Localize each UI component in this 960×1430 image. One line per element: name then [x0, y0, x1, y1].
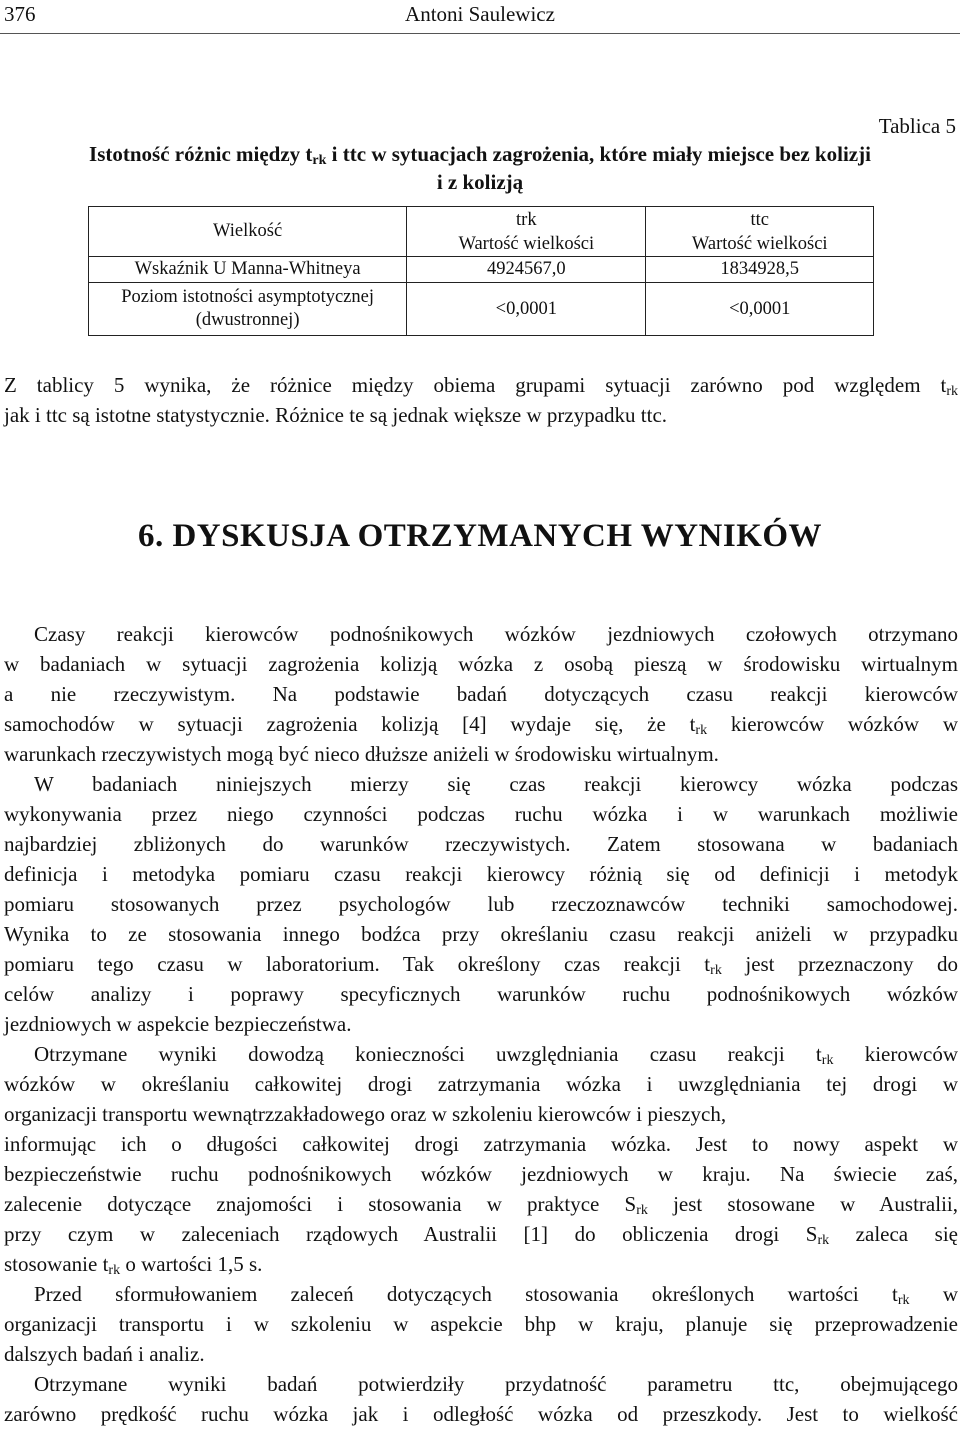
text-line: dalszych badań i analiz.: [4, 1342, 205, 1366]
text-line: najbardziej zbliżonych do warunków rzeczywistych. Zatem stosowana w badaniach: [4, 832, 958, 856]
header-ttc: ttc: [646, 207, 874, 234]
text-fragment: zalecenie dotyczące znajomości i stosowania w praktyce S: [4, 1192, 637, 1216]
text-fragment: jest stosowane w Australii,: [647, 1192, 958, 1216]
subscript-rk: rk: [946, 384, 958, 399]
table-caption-part-c: i z kolizją: [436, 170, 524, 194]
text-fragment: stosowanie t: [4, 1252, 109, 1276]
text-fragment: kierowców: [833, 1042, 958, 1066]
text-fragment: Otrzymane wyniki dowodzą konieczności uwzględniania czasu reakcji t: [34, 1042, 822, 1066]
subscript-rk: rk: [821, 1053, 834, 1068]
text-line: celów analizy i poprawy specyficznych warunków ruchu podnośnikowych wózków: [4, 982, 958, 1006]
text-fragment: przy czym w zaleceniach rządowych Australii [1] do obliczenia drogi S: [4, 1222, 818, 1246]
text-fragment: Przed sformułowaniem zaleceń dotyczących stosowania określonych wartości t: [34, 1282, 898, 1306]
text-line: [4, 1219, 958, 1249]
text-line: [4, 1039, 958, 1069]
row-label: [89, 283, 407, 336]
text-line: [4, 1279, 958, 1309]
page-number: 376: [4, 2, 36, 26]
header-rule: [0, 33, 960, 34]
subheader-trk: Wartość wielkości: [407, 233, 646, 257]
text-line: [4, 1189, 958, 1219]
subscript-rk: rk: [817, 1233, 830, 1248]
results-table: [88, 206, 874, 336]
header-trk: trk: [407, 207, 646, 234]
table-caption-part-a: Istotność różnic między t: [89, 142, 313, 166]
text-line: organizacji transportu i w szkoleniu w aspekcie bhp w kraju, planuje się przeprowadzenie: [4, 1312, 958, 1336]
text-line: warunkach rzeczywistych mogą być nieco dłuższe aniżeli w środowisku wirtualnym.: [4, 742, 719, 766]
section-heading: 6. DYSKUSJA OTRZYMANYCH WYNIKÓW: [137, 518, 823, 554]
subscript-rk: rk: [897, 1293, 910, 1308]
text-fragment: zaleca się: [829, 1222, 958, 1246]
text-fragment: kierowców wózków w: [707, 712, 958, 736]
body-text: [4, 619, 958, 1429]
running-head-author: Antoni Saulewicz: [405, 2, 555, 26]
text-line: definicja i metodyka pomiaru czasu reakcji kierowcy różnią się od definicji i metodyk: [4, 862, 958, 886]
text-fragment: w: [909, 1282, 958, 1306]
table-label: Tablica 5: [878, 114, 956, 138]
table-caption: [30, 140, 930, 196]
running-header: [4, 2, 956, 28]
subscript-rk: rk: [695, 723, 708, 738]
text-fragment: Z tablicy 5 wynika, że różnice między obiema grupami sytuacji zarówno pod względem t: [4, 373, 947, 397]
text-fragment: samochodów w sytuacji zagrożenia kolizją [4] wydaje się, że t: [4, 712, 696, 736]
header-wielkosc: Wielkość: [89, 207, 407, 257]
cell-value: <0,0001: [646, 283, 874, 336]
text-line: Wynika to ze stosowania innego bodźca przy określaniu czasu reakcji aniżeli w przypadku: [4, 922, 958, 946]
subscript-rk: rk: [710, 963, 722, 978]
text-line: W badaniach niniejszych mierzy się czas reakcji kierowcy wózka podczas: [34, 772, 958, 796]
table-caption-part-b: i ttc w sytuacjach zagrożenia, które miały miejsce bez kolizji: [326, 142, 871, 166]
text-line: [4, 370, 958, 400]
text-line: jezdniowych w aspekcie bezpieczeństwa.: [4, 1012, 352, 1036]
cell-value: 4924567,0: [407, 257, 646, 283]
text-line: [4, 709, 958, 739]
subheader-ttc: Wartość wielkości: [646, 233, 874, 257]
text-line: w badaniach w sytuacji zagrożenia kolizją wózka z osobą pieszą w środowisku wirtualnym: [4, 652, 958, 676]
subscript-rk: rk: [108, 1263, 121, 1278]
text-fragment: jest przeznaczony do: [721, 952, 958, 976]
table-row: [89, 283, 874, 336]
cell-value: 1834928,5: [646, 257, 874, 283]
table-header-row: [89, 207, 874, 234]
text-line: informując ich o długości całkowitej drogi zatrzymania wózka. Jest to nowy aspekt w: [4, 1132, 958, 1156]
cell-value: <0,0001: [407, 283, 646, 336]
text-line: organizacji transportu wewnątrzzakładowego oraz w szkoleniu kierowców i pieszych,: [4, 1102, 727, 1126]
text-line: a nie rzeczywistym. Na podstawie badań dotyczących czasu reakcji kierowców: [4, 682, 958, 706]
text-line: [4, 1249, 958, 1279]
text-line: wózków w określaniu całkowitej drogi zatrzymania wózka i uwzględniania tej drogi w: [4, 1072, 958, 1096]
row-label-line: (dwustronnej): [195, 310, 300, 330]
table-row: [89, 257, 874, 283]
text-line: pomiaru stosowanych przez psychologów lub rzeczoznawców techniki samochodowej.: [4, 892, 958, 916]
text-line: wykonywania przez niego czynności podczas ruchu wózka i w warunkach możliwie: [4, 802, 958, 826]
text-line: bezpieczeństwie ruchu podnośnikowych wózków jezdniowych w kraju. Na świecie zaś,: [4, 1162, 958, 1186]
text-line: Czasy reakcji kierowców podnośnikowych wózków jezdniowych czołowych otrzymano: [34, 622, 958, 646]
table-caption-subscript: rk: [312, 153, 327, 168]
text-line: zarówno prędkość ruchu wózka jak i odległość wózka od przeszkody. Jest to wielkość: [4, 1402, 958, 1426]
text-line: jak i ttc są istotne statystycznie. Różnice te są jednak większe w przypadku ttc.: [4, 403, 668, 427]
subscript-rk: rk: [636, 1203, 648, 1218]
text-line: Otrzymane wyniki badań potwierdziły przydatność parametru ttc, obejmującego: [34, 1372, 958, 1396]
text-line: [4, 949, 958, 979]
summary-paragraph: [4, 370, 958, 430]
row-label-line: Poziom istotności asymptotycznej: [121, 287, 374, 307]
row-label: Wskaźnik U Manna-Whitneya: [89, 257, 407, 283]
text-fragment: pomiaru tego czasu w laboratorium. Tak określony czas reakcji t: [4, 952, 711, 976]
text-fragment: o wartości 1,5 s.: [120, 1252, 263, 1276]
